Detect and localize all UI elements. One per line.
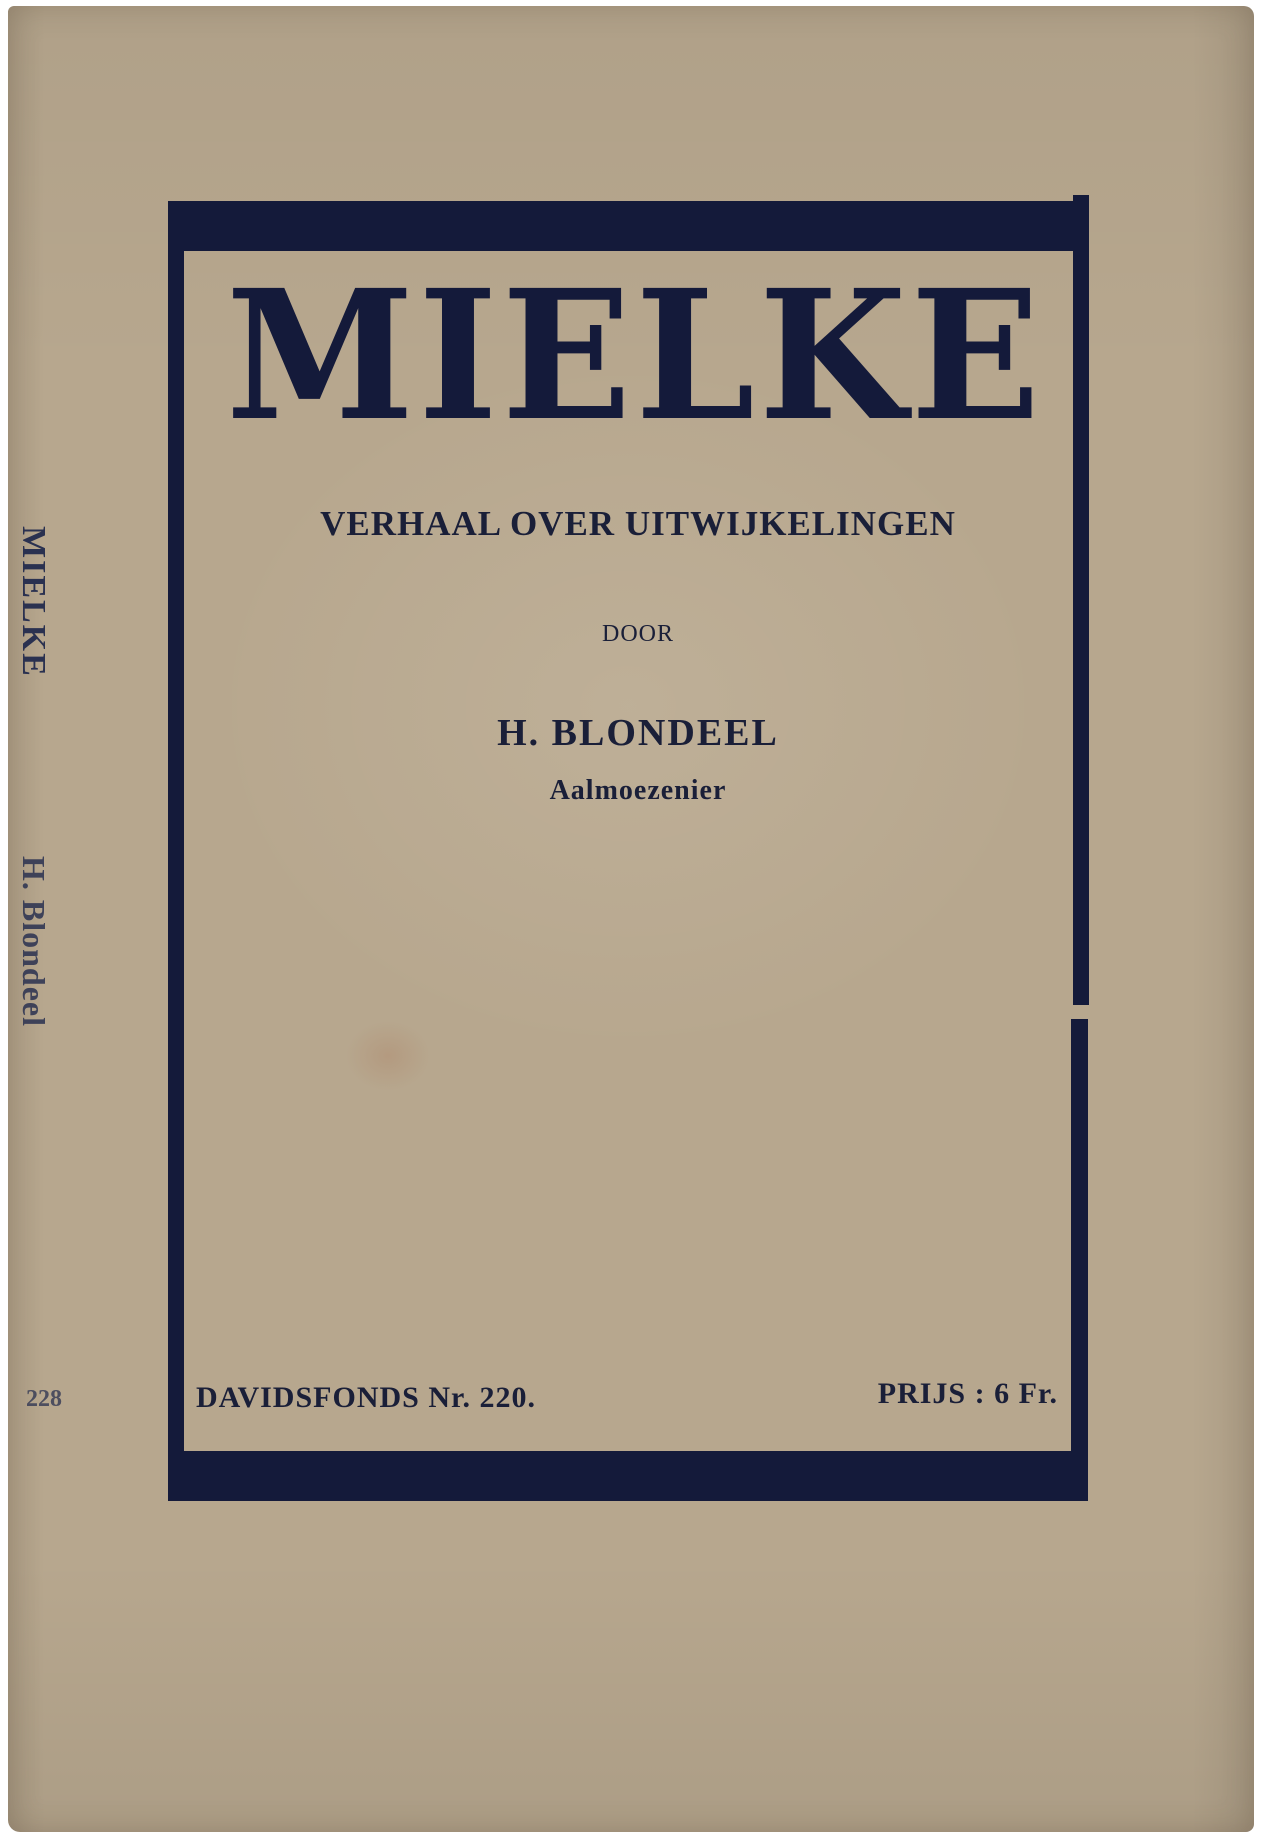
spine-number: 228	[26, 1386, 62, 1412]
series-number: DAVIDSFONDS Nr. 220.	[196, 1381, 537, 1414]
book-title: MIELKE	[226, 251, 1045, 461]
by-label: DOOR	[601, 621, 674, 647]
spine-title: MIELKE	[15, 526, 52, 678]
price-label: PRIJS : 6 Fr.	[877, 1377, 1058, 1410]
spine	[10, 526, 70, 1412]
author-name: H. BLONDEEL	[497, 712, 779, 754]
frame-right-border-upper	[1073, 195, 1089, 1005]
frame-bottom-border	[168, 1451, 1088, 1501]
author-role: Aalmoezenier	[549, 775, 727, 806]
frame-top-border	[168, 201, 1088, 251]
frame-left-border	[168, 201, 184, 1501]
cover-frame	[168, 201, 1088, 1509]
spine-author: H. Blondeel	[16, 856, 52, 1028]
book-subtitle: VERHAAL OVER UITWIJKELINGEN	[320, 504, 956, 543]
frame-right-border-lower	[1071, 1019, 1088, 1501]
book-cover	[8, 6, 1254, 1832]
